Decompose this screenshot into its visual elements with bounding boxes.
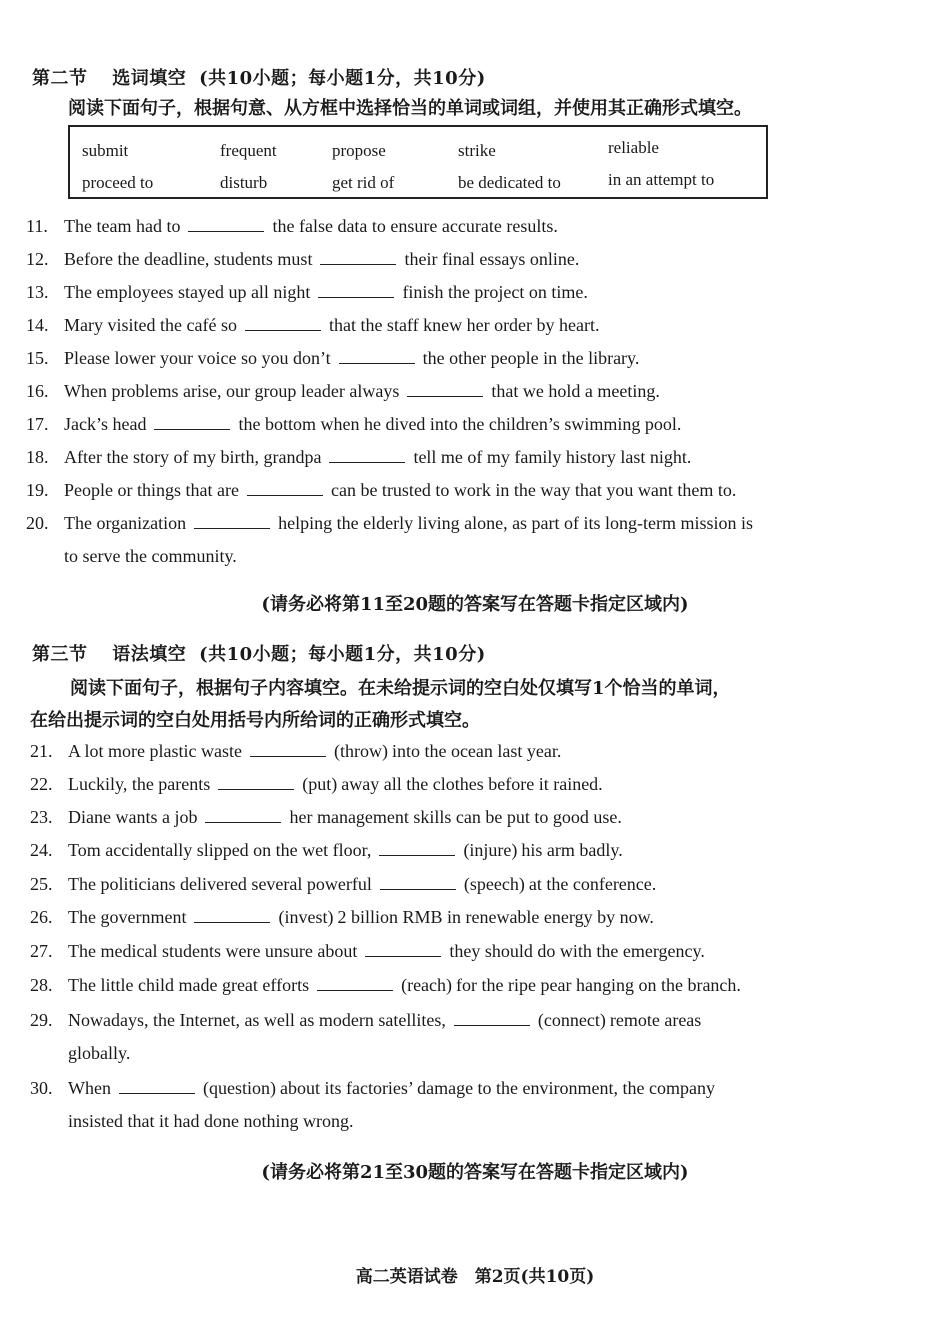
question-number: 25. — [30, 874, 53, 894]
question-number: 12. — [26, 249, 49, 269]
word-hint: (put) — [302, 774, 338, 794]
answer-blank[interactable] — [339, 349, 415, 364]
question-number: 21. — [30, 741, 53, 761]
question-text: Please lower your voice so you don’t — [64, 348, 331, 368]
word-hint: (invest) — [278, 907, 334, 927]
question-number: 13. — [26, 282, 49, 302]
question-text: away all the clothes before it rained. — [341, 774, 603, 794]
word-box — [68, 125, 768, 199]
question-text: the bottom when he dived into the children’s swimming pool. — [238, 414, 682, 434]
question-18 — [26, 446, 691, 468]
section2-heading — [32, 64, 486, 90]
word-option: reliable — [608, 138, 659, 157]
question-16 — [26, 380, 660, 402]
word-hint: (connect) — [537, 1010, 606, 1030]
question-29-continuation: globally. — [68, 1043, 131, 1063]
question-number: 30. — [30, 1078, 53, 1098]
section2-title: 第二节 — [32, 68, 88, 89]
question-text: The team had to — [64, 216, 181, 236]
question-15 — [26, 347, 639, 369]
question-text: into the ocean last year. — [391, 741, 562, 761]
question-text: The medical students were unsure about — [68, 941, 358, 961]
question-23 — [30, 806, 622, 828]
question-text: The little child made great efforts — [68, 975, 310, 995]
question-30 — [30, 1077, 715, 1099]
question-text: Tom accidentally slipped on the wet floor, — [68, 840, 372, 860]
question-24 — [30, 839, 623, 861]
question-text: The organization — [64, 513, 187, 533]
question-number: 15. — [26, 348, 49, 368]
answer-blank[interactable] — [380, 875, 456, 890]
question-number: 29. — [30, 1010, 53, 1030]
answer-blank[interactable] — [194, 908, 270, 923]
question-26 — [30, 906, 654, 928]
section3-instruction-line2: 在给出提示词的空白处用括号内所给词的正确形式填空。 — [30, 710, 480, 731]
answer-blank[interactable] — [119, 1079, 195, 1094]
question-text: The government — [68, 907, 187, 927]
question-22 — [30, 773, 603, 795]
page-footer: 高二英语试卷 第2页(共10页) — [355, 1267, 595, 1287]
question-text: can be trusted to work in the way that you want them to. — [330, 480, 737, 500]
answer-blank[interactable] — [365, 942, 441, 957]
word-option: submit — [82, 141, 129, 160]
question-text: his arm badly. — [521, 840, 623, 860]
word-hint: (question) — [202, 1078, 276, 1098]
answer-blank[interactable] — [379, 841, 455, 856]
answer-blank[interactable] — [205, 808, 281, 823]
answer-blank[interactable] — [320, 250, 396, 265]
question-number: 26. — [30, 907, 53, 927]
question-text: Before the deadline, students must — [64, 249, 313, 269]
question-text: Nowadays, the Internet, as well as modern satellites, — [68, 1010, 446, 1030]
question-12 — [26, 248, 579, 270]
word-hint: (injure) — [463, 840, 518, 860]
question-text: When problems arise, our group leader always — [64, 381, 400, 401]
question-text: A lot more plastic waste — [68, 741, 242, 761]
section3-name: 语法填空 — [112, 644, 187, 665]
question-20 — [26, 512, 753, 534]
answer-blank[interactable] — [247, 481, 323, 496]
answer-blank[interactable] — [188, 217, 264, 232]
question-21 — [30, 740, 561, 762]
question-number: 11. — [26, 216, 48, 236]
question-number: 19. — [26, 480, 49, 500]
question-text: her management skills can be put to good use. — [289, 807, 622, 827]
question-11 — [26, 215, 558, 237]
section3-heading — [32, 640, 486, 666]
question-text: their final essays online. — [404, 249, 580, 269]
question-number: 20. — [26, 513, 49, 533]
question-text: The politicians delivered several powerful — [68, 874, 372, 894]
word-option: disturb — [220, 173, 268, 192]
question-text: The employees stayed up all night — [64, 282, 311, 302]
answer-blank[interactable] — [245, 316, 321, 331]
section2-name: 选词填空 — [112, 68, 187, 89]
question-25 — [30, 873, 656, 895]
section3-title: 第三节 — [32, 644, 88, 665]
question-text: that the staff knew her order by heart. — [328, 315, 600, 335]
question-number: 24. — [30, 840, 53, 860]
question-text: 2 billion RMB in renewable energy by now. — [337, 907, 654, 927]
word-option: frequent — [220, 141, 277, 160]
word-option: be dedicated to — [458, 173, 561, 192]
question-30-continuation: insisted that it had done nothing wrong. — [68, 1111, 354, 1131]
answer-blank[interactable] — [317, 976, 393, 991]
question-14 — [26, 314, 600, 336]
question-17 — [26, 413, 681, 435]
word-hint: (throw) — [333, 741, 388, 761]
question-text: at the conference. — [528, 874, 657, 894]
question-13 — [26, 281, 588, 303]
answer-blank[interactable] — [318, 283, 394, 298]
answer-blank[interactable] — [218, 775, 294, 790]
section3-info: (共10小题；每小题1分，共10分) — [199, 644, 486, 665]
question-27 — [30, 940, 705, 962]
question-text: the other people in the library. — [422, 348, 640, 368]
section2-notice: (请务必将第11至20题的答案写在答题卡指定区域内) — [261, 594, 689, 615]
question-text: about its factories’ damage to the environment, the company — [279, 1078, 715, 1098]
answer-blank[interactable] — [454, 1011, 530, 1026]
question-text: Mary visited the café so — [64, 315, 237, 335]
word-option: get rid of — [332, 173, 395, 192]
word-option: in an attempt to — [608, 170, 715, 189]
answer-blank[interactable] — [329, 448, 405, 463]
question-19 — [26, 479, 736, 501]
question-text: that we hold a meeting. — [491, 381, 660, 401]
question-20-continuation: to serve the community. — [64, 546, 237, 566]
question-text: remote areas — [609, 1010, 702, 1030]
question-text: for the ripe pear hanging on the branch. — [456, 975, 741, 995]
word-hint: (speech) — [463, 874, 525, 894]
section3-instruction-line1: 阅读下面句子，根据句子内容填空。在未给提示词的空白处仅填写1个恰当的单词， — [70, 678, 731, 699]
answer-blank[interactable] — [407, 382, 483, 397]
question-number: 14. — [26, 315, 49, 335]
question-number: 22. — [30, 774, 53, 794]
question-text: tell me of my family history last night. — [413, 447, 692, 467]
section2-info: (共10小题；每小题1分，共10分) — [199, 68, 486, 89]
question-text: Luckily, the parents — [68, 774, 211, 794]
answer-blank[interactable] — [154, 415, 230, 430]
answer-blank[interactable] — [250, 742, 326, 757]
question-number: 28. — [30, 975, 53, 995]
question-text: helping the elderly living alone, as part of its long-term mission is — [278, 513, 754, 533]
section3-notice: (请务必将第21至30题的答案写在答题卡指定区域内) — [261, 1162, 689, 1183]
question-29 — [30, 1009, 701, 1031]
word-option: proceed to — [82, 173, 154, 192]
answer-blank[interactable] — [194, 514, 270, 529]
question-number: 17. — [26, 414, 49, 434]
question-number: 18. — [26, 447, 49, 467]
question-text: finish the project on time. — [402, 282, 588, 302]
question-text: People or things that are — [64, 480, 239, 500]
section2-instruction: 阅读下面句子，根据句意、从方框中选择恰当的单词或词组，并使用其正确形式填空。 — [68, 98, 752, 119]
word-hint: (reach) — [401, 975, 453, 995]
question-text: When — [68, 1078, 111, 1098]
question-text: After the story of my birth, grandpa — [64, 447, 322, 467]
word-option: strike — [458, 141, 496, 160]
question-number: 27. — [30, 941, 53, 961]
question-28 — [30, 974, 741, 996]
question-text: Jack’s head — [64, 414, 147, 434]
question-text: they should do with the emergency. — [449, 941, 705, 961]
question-text: the false data to ensure accurate results. — [272, 216, 558, 236]
question-text: Diane wants a job — [68, 807, 198, 827]
question-number: 16. — [26, 381, 49, 401]
question-number: 23. — [30, 807, 53, 827]
word-option: propose — [332, 141, 386, 160]
